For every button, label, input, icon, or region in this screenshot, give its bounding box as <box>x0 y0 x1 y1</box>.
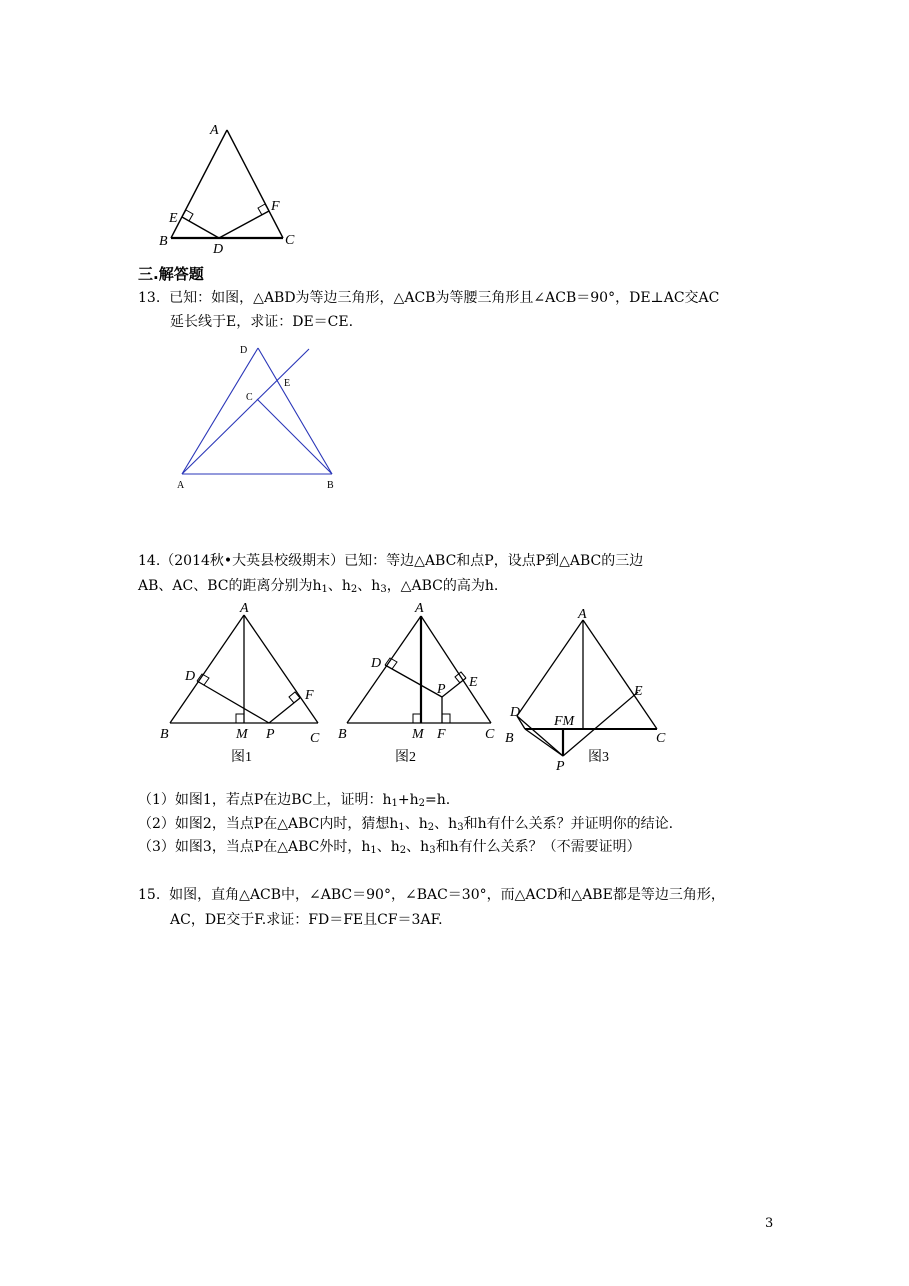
q13-number: 13. <box>138 290 161 306</box>
label-B: B <box>327 480 334 491</box>
label-D: D <box>213 242 224 257</box>
label-B: B <box>159 234 168 249</box>
caption-fig2: 图2 <box>395 750 416 765</box>
label-E: E <box>469 675 478 690</box>
figure-isosceles-triangle <box>155 118 315 258</box>
label-D: D <box>185 669 196 684</box>
label-C: C <box>485 727 495 742</box>
label-E: E <box>169 211 178 226</box>
q13-text-line1: 13. 已知：如图，△ABD为等边三角形，△ACB为等腰三角形且∠ACB＝90°，DE⊥AC交AC <box>138 290 720 306</box>
label-D: D <box>510 705 521 720</box>
q14-text-line2: AB、AC、BC的距离分别为$h_1$、$h_2$、$h_3$，△ABC的高为h. <box>138 578 499 595</box>
figure-14-2 <box>333 598 503 768</box>
label-M: M <box>236 727 248 742</box>
caption-fig3: 图3 <box>588 750 609 765</box>
label-P: P <box>556 759 565 774</box>
q14-part1: （1）如图1，若点P在边BC上，证明：$h_1+h_2=h$. <box>138 792 451 809</box>
q14-part2: （2）如图2，当点P在△ABC内时，猜想$h_1$、$h_2$、$h_3$和h有什么关系？并证明你的结论. <box>138 816 674 833</box>
label-P: P <box>437 682 446 697</box>
label-B: B <box>505 731 514 746</box>
section-heading: 三.解答题 <box>138 265 204 283</box>
q15-text-line2: AC，DE交于F.求证：FD＝FE且CF＝3AF. <box>170 912 443 928</box>
label-A: A <box>210 123 219 138</box>
label-A: A <box>578 607 587 622</box>
label-F: F <box>271 199 280 214</box>
q15-number: 15. <box>138 887 161 903</box>
label-C: C <box>656 731 666 746</box>
label-FM: FM <box>554 714 575 729</box>
label-C: C <box>246 392 253 403</box>
label-B: B <box>160 727 169 742</box>
label-E: E <box>284 378 291 389</box>
label-P: P <box>266 727 275 742</box>
figure-q13 <box>170 340 350 495</box>
label-D: D <box>371 656 382 671</box>
q14-part3: （3）如图3，当点P在△ABC外时，$h_1$、$h_2$、$h_3$和h有什么关系？（不需要证明） <box>138 839 641 856</box>
label-M: M <box>412 727 424 742</box>
page-number: 3 <box>765 1216 774 1231</box>
label-F: F <box>305 688 314 703</box>
label-A: A <box>177 480 185 491</box>
q14-text-line1: 14.（2014秋•大英县校级期末）已知：等边△ABC和点P，设点P到△ABC的三边 <box>138 553 644 569</box>
label-D: D <box>240 345 248 356</box>
caption-fig1: 图1 <box>231 750 252 765</box>
q13-text-line2: 延长线于E，求证：DE＝CE. <box>170 314 354 330</box>
label-C: C <box>310 731 320 746</box>
label-A: A <box>415 601 424 616</box>
label-F: F <box>437 727 446 742</box>
label-E: E <box>634 684 643 699</box>
figure-14-3 <box>505 598 675 776</box>
figure-14-1 <box>155 598 330 768</box>
label-A: A <box>240 601 249 616</box>
q15-text-line1: 15. 如图，直角△ACB中，∠ABC＝90°，∠BAC＝30°，而△ACD和△ABE都是等边三角形， <box>138 887 725 903</box>
label-C: C <box>285 233 295 248</box>
label-B: B <box>338 727 347 742</box>
